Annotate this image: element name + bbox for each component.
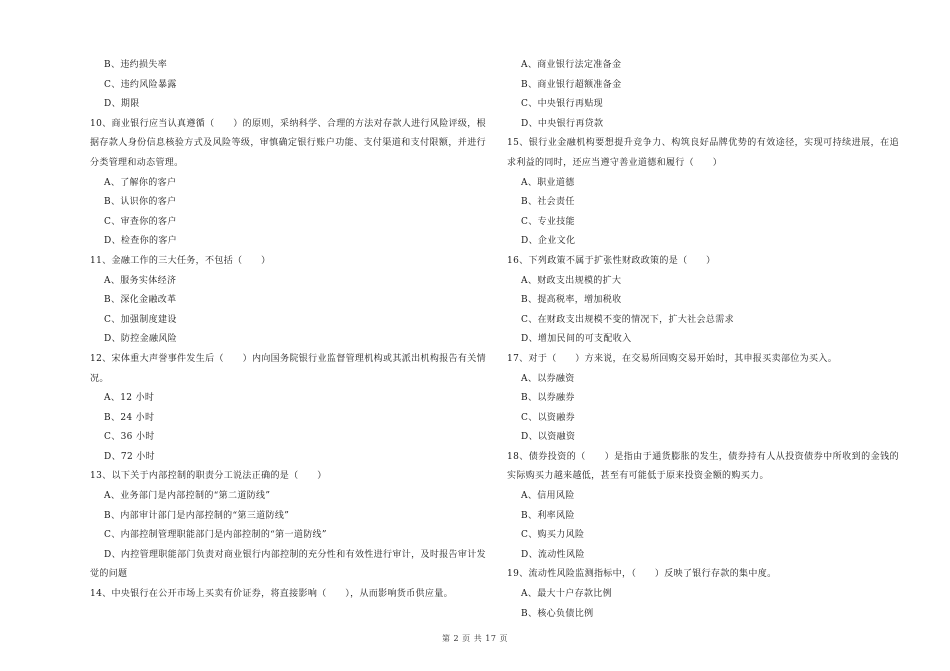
page-number: 第 2 页 共 17 页 — [442, 634, 508, 643]
option-d: D、72 小时 — [104, 451, 155, 462]
option-c: C、以资融券 — [521, 412, 575, 423]
question-14 — [90, 585, 486, 605]
question-12 — [90, 350, 486, 468]
question-stem: 17、对于（ ）方来说，在交易所回购交易开始时，其申报买卖部位为买入。 — [507, 353, 838, 364]
right-column — [507, 56, 899, 624]
question-stem: 15、银行业金融机构要想提升竞争力、构筑良好品牌优势的有效途径，实现可持续进展，在追求利益的同时，还应当遵守善业道德和履行（ ） — [507, 138, 899, 168]
option-a: A、信用风险 — [521, 491, 575, 502]
option-d: D、内控管理职能部门负责对商业银行内部控制的充分性和有效性进行审计，及时报告审计发觉的问题 — [90, 549, 486, 580]
question-stem: 10、商业银行应当认真遵循（ ）的原则，采纳科学、合理的方法对存款人进行风险评级，根据存款人身份信息核验方式及风险等级，审慎确定银行账户功能、支付渠道和支付限额，并进行分类管理和动态管理。 — [90, 118, 486, 168]
option-a: A、财政支出规模的扩大 — [521, 275, 622, 286]
option-a: A、了解你的客户 — [104, 177, 177, 188]
question-stem: 14、中央银行在公开市场上买卖有价证券，将直接影响（ ），从而影响货币供应量。 — [90, 589, 453, 600]
option-a: A、业务部门是内部控制的“第二道防线” — [104, 491, 271, 502]
option-c: C、审查你的客户 — [104, 216, 177, 227]
option-a: A、服务实体经济 — [104, 275, 177, 286]
option-b: B、提高税率，增加税收 — [521, 295, 622, 306]
question-16 — [507, 252, 899, 350]
option-c: C、在财政支出规模不变的情况下，扩大社会总需求 — [521, 314, 734, 325]
left-column — [90, 56, 486, 605]
question-18 — [507, 448, 899, 566]
option-c: C、购买力风险 — [521, 530, 585, 541]
option-b: B、深化金融改革 — [104, 295, 177, 306]
option-a: A、职业道德 — [521, 177, 575, 188]
question-stem: 13、以下关于内部控制的职责分工说法正确的是（ ） — [90, 471, 327, 482]
question-stem: 18、债券投资的（ ）是指由于通货膨胀的发生，债券持有人从投资债券中所收到的金钱的实际购买力越来越低，甚至有可能低于原来投资金额的购买力。 — [507, 451, 899, 482]
question-13 — [90, 467, 486, 585]
question-19 — [507, 565, 899, 624]
option-c: C、内部控制管理职能部门是内部控制的“第一道防线” — [104, 530, 327, 541]
question-stem: 12、宋体重大声誉事件发生后（ ）内向国务院银行业监督管理机构或其派出机构报告有关情况。 — [90, 353, 486, 384]
question-10 — [90, 115, 486, 252]
option-b: B、24 小时 — [104, 412, 155, 423]
question-stem: 11、金融工作的三大任务，不包括（ ） — [90, 255, 271, 266]
option-d: D、流动性风险 — [521, 549, 585, 560]
option-a: A、最大十户存款比例 — [521, 589, 612, 600]
option-a: A、12 小时 — [104, 393, 155, 404]
question-stem: 16、下列政策不属于扩张性财政政策的是（ ） — [507, 255, 716, 266]
option-b: B、违约损失率 — [104, 60, 168, 70]
option-d: D、企业文化 — [521, 236, 576, 247]
option-b: B、利率风险 — [521, 510, 575, 521]
option-a: A、商业银行法定准备金 — [521, 60, 622, 70]
question-stem: 19、流动性风险监测指标中，（ ）反映了银行存款的集中度。 — [507, 569, 777, 580]
option-b: B、核心负债比例 — [521, 608, 594, 619]
question-11 — [90, 252, 486, 350]
option-d: D、中央银行再贷款 — [521, 118, 604, 129]
option-b: B、商业银行超额准备金 — [521, 79, 622, 90]
option-b: B、内部审计部门是内部控制的“第三道防线” — [104, 510, 290, 521]
option-d: D、检查你的客户 — [104, 236, 178, 247]
option-b: B、认识你的客户 — [104, 197, 177, 208]
option-d: D、期限 — [104, 99, 140, 110]
option-c: C、专业技能 — [521, 216, 575, 227]
option-d: D、以资融资 — [521, 432, 576, 443]
option-c: C、中央银行再贴现 — [521, 99, 604, 110]
option-a: A、以券融资 — [521, 373, 575, 384]
option-b: B、社会责任 — [521, 197, 575, 208]
option-d: D、防控金融风险 — [104, 334, 178, 345]
option-c: C、违约风险暴露 — [104, 79, 177, 90]
question-15 — [507, 134, 899, 252]
question-14-options — [507, 56, 899, 134]
option-b: B、以券融券 — [521, 393, 575, 404]
option-c: C、36 小时 — [104, 432, 155, 443]
option-c: C、加强制度建设 — [104, 314, 177, 325]
option-d: D、增加民间的可支配收入 — [521, 334, 632, 345]
question-9-tail — [90, 56, 486, 115]
question-17 — [507, 350, 899, 448]
